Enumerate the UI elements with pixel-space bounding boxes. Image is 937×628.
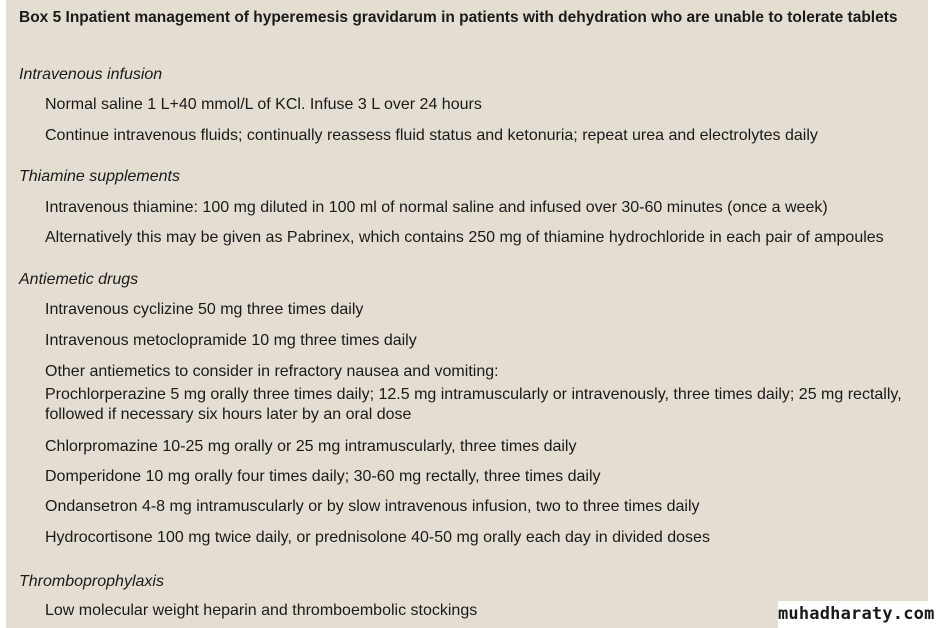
section-heading-antiemetic-drugs: Antiemetic drugs — [19, 271, 139, 288]
section-heading-thromboprophylaxis: Thromboprophylaxis — [19, 573, 164, 590]
list-item: Hydrocortisone 100 mg twice daily, or prednisolone 40-50 mg orally each day in divided doses — [45, 529, 710, 546]
list-item: Normal saline 1 L+40 mmol/L of KCl. Infuse 3 L over 24 hours — [45, 96, 482, 113]
list-item: Intravenous thiamine: 100 mg diluted in 100 ml of normal saline and infused over 30-60 minutes (once a week) — [45, 199, 828, 216]
list-item: Intravenous metoclopramide 10 mg three times daily — [45, 332, 417, 349]
list-item: Intravenous cyclizine 50 mg three times daily — [45, 301, 364, 318]
section-heading-thiamine-supplements: Thiamine supplements — [19, 168, 180, 185]
list-item: Chlorpromazine 10-25 mg orally or 25 mg intramuscularly, three times daily — [45, 438, 577, 455]
list-item: Continue intravenous fluids; continually reassess fluid status and ketonuria; repeat urea and electrolytes daily — [45, 127, 818, 144]
list-item: Prochlorperazine 5 mg orally three times daily; 12.5 mg intramuscularly or intravenously, three times daily; 25 mg rectally, followed if necessary six hours later by an oral dose — [45, 386, 902, 423]
list-item: Ondansetron 4-8 mg intramuscularly or by slow intravenous infusion, two to three times daily — [45, 498, 700, 515]
section-heading-intravenous-infusion: Intravenous infusion — [19, 66, 163, 83]
list-item: Low molecular weight heparin and thromboembolic stockings — [45, 602, 478, 619]
site-watermark: muhadharaty.com — [778, 601, 933, 628]
list-item: Other antiemetics to consider in refractory nausea and vomiting: — [45, 363, 499, 380]
list-item: Alternatively this may be given as Pabrinex, which contains 250 mg of thiamine hydrochloride in each pair of ampoules — [45, 229, 884, 246]
box-title: Box 5 Inpatient management of hyperemesis gravidarum in patients with dehydration who are unable to tolerate tablets — [19, 9, 898, 26]
list-item: Domperidone 10 mg orally four times daily; 30-60 mg rectally, three times daily — [45, 468, 601, 485]
